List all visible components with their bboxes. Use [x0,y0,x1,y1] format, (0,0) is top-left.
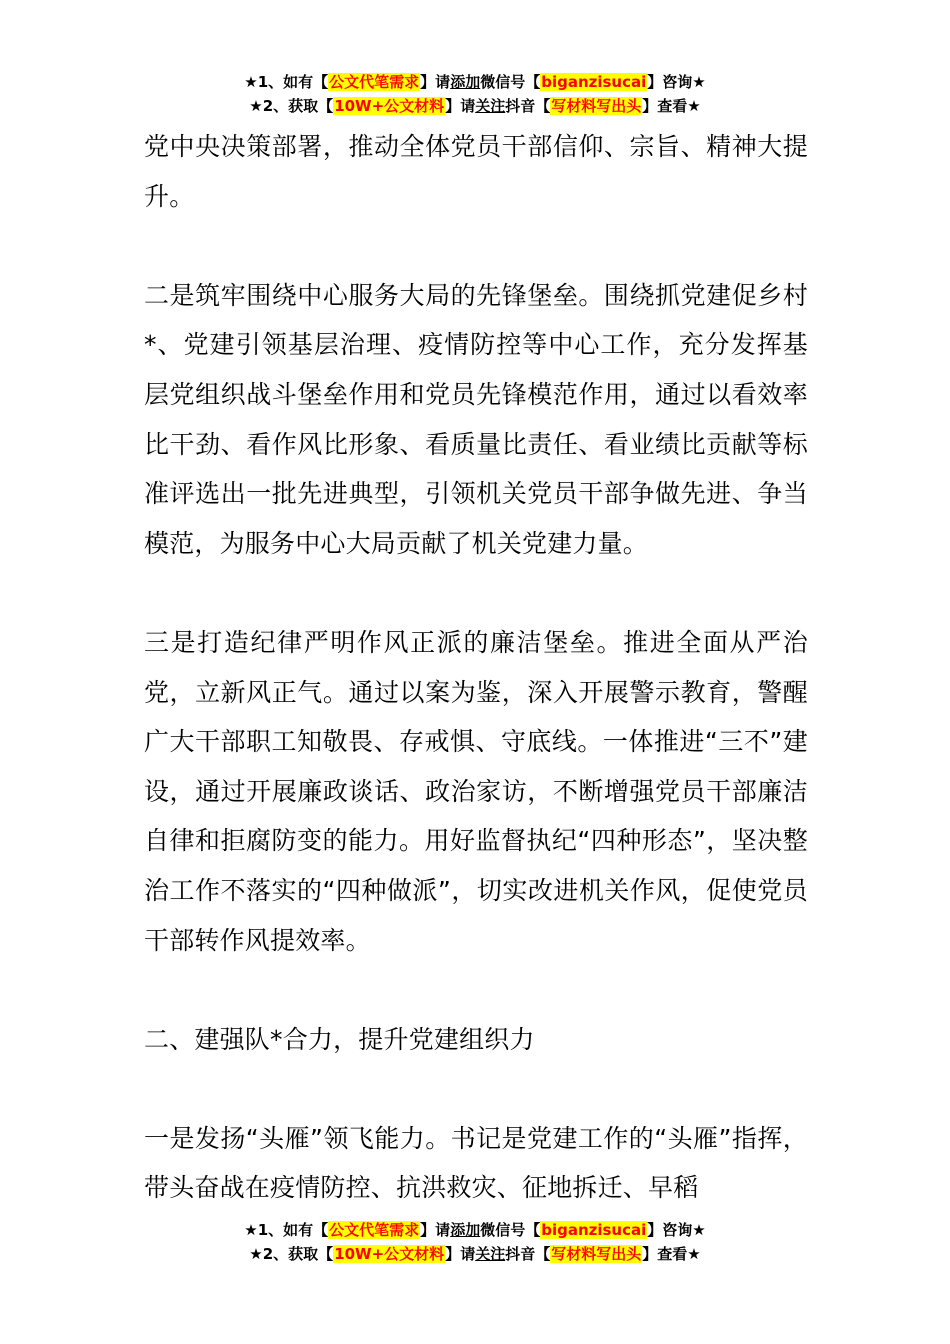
paragraph-point-three: 三是打造纪律严明作风正派的廉洁堡垒。推进全面从严治党，立新风正气。通过以案为鉴，深入开展警示教育，警醒广大干部职工知敬畏、存戒惧、守底线。一体推进“三不”建设，通过开展廉政谈话、政治家访，不断增强党员干部廉洁自律和拒腐防变的能力。用好监督执纪“四种形态”，坚决整治工作不落实的“四种做派”，切实改进机关作风，促使党员干部转作风提效率。 [144,627,808,955]
header-line-2-underline: 关注 [475,97,506,115]
footer-line-1-post: 】咨询★ [647,1221,706,1239]
header-line-2-mid: 】请 [445,97,476,115]
header-line-1-pre: ★1、如有【 [244,73,329,91]
header-line-2-highlight-materials: 10W+公文材料 [334,97,445,115]
header-line-2-mid2: 抖音【 [505,97,551,115]
paragraph-gap [144,1064,808,1114]
footer-line-1-highlight-service: 公文代笔需求 [329,1221,420,1239]
paragraph-gap [144,221,808,271]
footer-banner [0,1218,950,1266]
header-banner [0,70,950,118]
footer-line-2-highlight-materials: 10W+公文材料 [334,1245,445,1263]
footer-line-2-underline: 关注 [475,1245,506,1263]
header-line-1-mid2: 微信号【 [480,73,541,91]
header-line-2-highlight-douyin: 写材料写出头 [551,97,642,115]
header-line-2-pre: ★2、获取【 [249,97,334,115]
footer-line-1-underline: 添加 [450,1221,481,1239]
header-line-1-highlight-wechat: biganzisucai [541,73,647,91]
section-heading: 二、建强队*合力，提升党建组织力 [144,1024,535,1054]
paragraph-continuation: 党中央决策部署，推动全体党员干部信仰、宗旨、精神大提升。 [144,132,808,211]
footer-line-1 [0,1218,950,1242]
header-line-1-post: 】咨询★ [647,73,706,91]
footer-line-1-mid2: 微信号【 [480,1221,541,1239]
footer-line-2 [0,1242,950,1266]
footer-line-2-post: 】查看★ [642,1245,701,1263]
paragraph-point-one: 一是发扬“头雁”领飞能力。书记是党建工作的“头雁”指挥，带头奋战在疫情防控、抗洪救灾、征地拆迁、早稻 [144,1123,808,1203]
header-line-1-underline: 添加 [450,73,481,91]
footer-line-2-highlight-douyin: 写材料写出头 [551,1245,642,1263]
footer-line-1-highlight-wechat: biganzisucai [541,1221,647,1239]
header-line-1-highlight-service: 公文代笔需求 [329,73,420,91]
header-line-2 [0,94,950,118]
footer-line-2-mid2: 抖音【 [505,1245,551,1263]
header-line-2-post: 】查看★ [642,97,701,115]
footer-line-2-pre: ★2、获取【 [249,1245,334,1263]
footer-line-1-pre: ★1、如有【 [244,1221,329,1239]
header-line-1-mid: 】请 [420,73,451,91]
header-line-1 [0,70,950,94]
document-body [144,122,808,1213]
paragraph-point-two: 二是筑牢围绕中心服务大局的先锋堡垒。围绕抓党建促乡村*、党建引领基层治理、疫情防控等中心工作，充分发挥基层党组织战斗堡垒作用和党员先锋模范作用，通过以看效率比干劲、看作风比形象、看质量比责任、看业绩比贡献等标准评选出一批先进典型，引领机关党员干部争做先进、争当模范，为服务中心大局贡献了机关党建力量。 [144,280,808,558]
paragraph-gap [144,965,808,1015]
footer-line-2-mid: 】请 [445,1245,476,1263]
paragraph-gap [144,568,808,618]
footer-line-1-mid: 】请 [420,1221,451,1239]
